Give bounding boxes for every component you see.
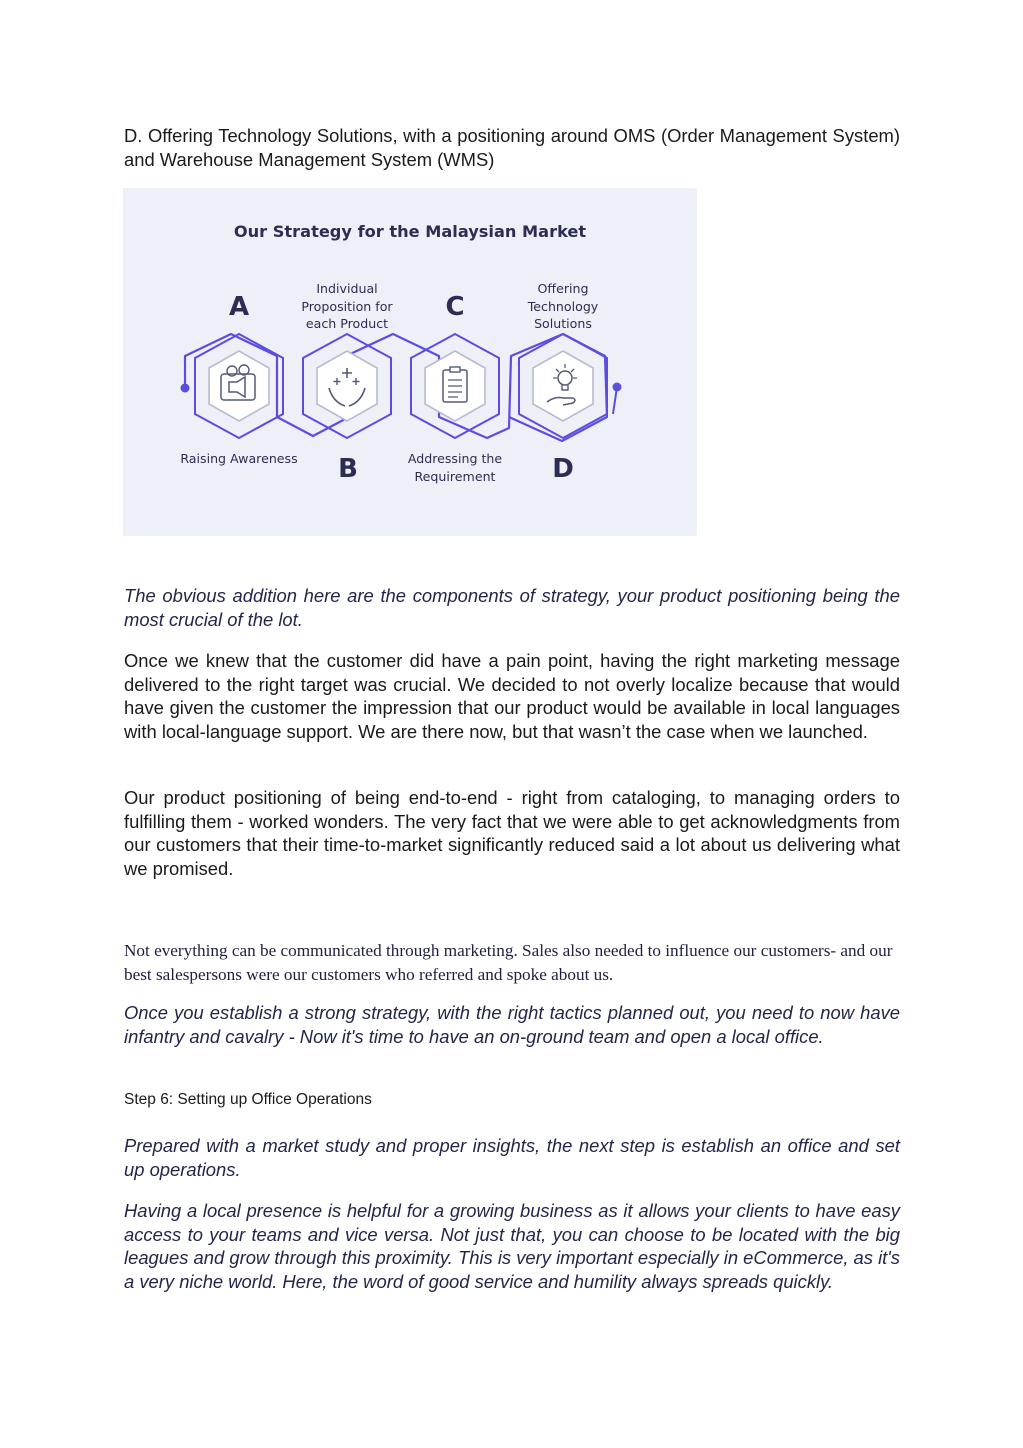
step-letter-c: C <box>445 292 465 322</box>
paragraph-strategy-components: The obvious addition here are the components of strategy, your product positioning being the most crucial of the lot. <box>124 585 900 630</box>
hands-plus-icon <box>317 351 377 421</box>
step-letter-b: B <box>338 454 358 484</box>
step-label-b: Individual Proposition for each Product <box>301 281 393 331</box>
paragraph-infantry-cavalry: Once you establish a strong strategy, with the right tactics planned out, you need to now have infantry and cavalry - Now it's time to have an on-ground team and open a local office. <box>124 1002 900 1047</box>
step-6-heading: Step 6: Setting up Office Operations <box>124 1091 372 1108</box>
intro-paragraph: D. Offering Technology Solutions, with a positioning around OMS (Order Management System) and Warehouse Management System (WMS) <box>124 125 900 170</box>
strategy-figure <box>123 188 697 536</box>
paragraph-local-presence: Having a local presence is helpful for a growing business as it allows your clients to have easy access to your teams and vice versa. Not just that, you can choose to be located with the big leagues and grow through this proximity. This is very important especially in eCommerce, as it's a very niche world. Here, the word of good service and humility always spreads quickly. <box>124 1200 900 1292</box>
paragraph-positioning: Our product positioning of being end-to-end - right from cataloging, to managing orders to fulfilling them - worked wonders. The very fact that we were able to get acknowledgments from our customers that their time-to-market significantly reduced said a lot about us delivering what we promised. <box>124 787 900 879</box>
figure-title: Our Strategy for the Malaysian Market <box>233 222 587 241</box>
step-label-a: Raising Awareness <box>180 451 298 466</box>
clipboard-icon <box>425 351 485 421</box>
paragraph-pain-point: Once we knew that the customer did have a pain point, having the right marketing message delivered to the right target was crucial. We decided to not overly localize because that would have given the customer the impression that our product would be available in local languages with local-language support. We are there now, but that wasn’t the case when we launched. <box>124 650 900 742</box>
megaphone-icon <box>209 351 269 421</box>
step-label-d: Offering Technology Solutions <box>527 281 599 331</box>
paragraph-sales: Not everything can be communicated through marketing. Sales also needed to influence our customers- and our best salespersons were our customers who referred and spoke about us. <box>124 941 893 984</box>
lightbulb-hand-icon <box>533 351 593 421</box>
paragraph-office-setup: Prepared with a market study and proper insights, the next step is establish an office and set up operations. <box>124 1135 900 1180</box>
step-letter-a: A <box>228 292 250 322</box>
step-label-c: Addressing the Requirement <box>407 451 503 484</box>
step-letter-d: D <box>552 454 574 484</box>
